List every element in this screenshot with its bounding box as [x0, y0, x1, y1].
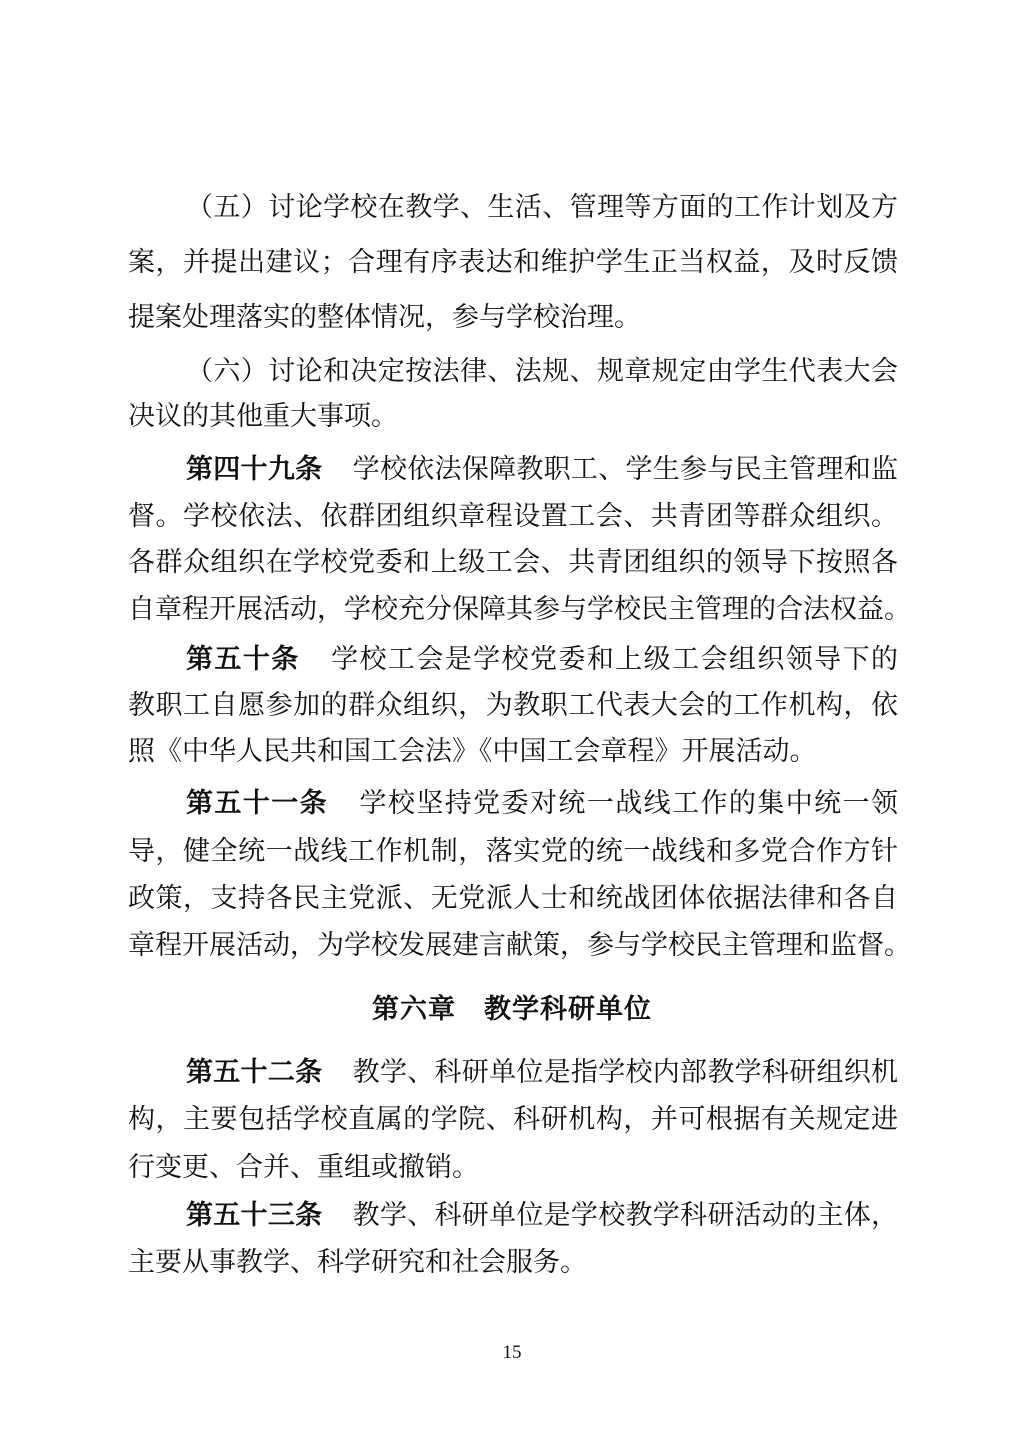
- paragraph-line: [128, 298, 898, 338]
- article-line: [186, 1053, 898, 1093]
- article-number: 第五十条: [186, 644, 300, 675]
- line-text: 导，健全统一战线工作机制，落实党的统一战线和多党合作方针: [128, 836, 898, 867]
- paragraph-line: [128, 1100, 898, 1140]
- line-text: 决议的其他重大事项。: [128, 401, 398, 432]
- paragraph-line: [128, 686, 898, 726]
- article-number: 第五十二条: [186, 1057, 323, 1088]
- paragraph-line: [128, 1148, 898, 1188]
- line-text: 章程开展活动，为学校发展建言献策，参与学校民主管理和监督。: [128, 930, 911, 961]
- line-text: （五）讨论学校在教学、生活、管理等方面的工作计划及方: [186, 192, 898, 223]
- line-text: 教学、科研单位是学校教学科研活动的主体，: [352, 1200, 899, 1231]
- paragraph-line: [128, 926, 911, 966]
- line-text: 行变更、合并、重组或撤销。: [128, 1152, 479, 1183]
- page-number: 15: [502, 1342, 522, 1363]
- paragraph-line: [128, 543, 898, 583]
- line-text: 各群众组织在学校党委和上级工会、共青团组织的领导下按照各: [128, 547, 898, 578]
- paragraph-line: [186, 188, 898, 228]
- line-text: 督。学校依法、依群团组织章程设置工会、共青团等群众组织。: [128, 501, 898, 532]
- line-text: 学校依法保障教职工、学生参与民主管理和监: [352, 454, 899, 485]
- line-text: 照《中华人民共和国工会法》《中国工会章程》开展活动。: [128, 736, 817, 767]
- paragraph-line: [128, 497, 898, 537]
- line-text: 主要从事教学、科学研究和社会服务。: [128, 1247, 587, 1278]
- paragraph-line: [128, 879, 898, 919]
- article-line: [186, 784, 898, 824]
- paragraph-line: [128, 732, 898, 772]
- chapter-title: 教学科研单位: [484, 994, 652, 1025]
- chapter-number: 第六章: [372, 994, 456, 1025]
- article-line: [186, 1196, 898, 1236]
- line-text: 教学、科研单位是指学校内部教学科研组织机: [352, 1057, 899, 1088]
- line-text: 政策，支持各民主党派、无党派人士和统战团体依据法律和各自: [128, 883, 898, 914]
- paragraph-line: [128, 832, 898, 872]
- line-text: 案，并提出建议；合理有序表达和维护学生正当权益，及时反馈: [128, 247, 898, 278]
- line-text: 提案处理落实的整体情况，参与学校治理。: [128, 302, 641, 333]
- article-line: [186, 640, 898, 680]
- paragraph-line: [128, 1243, 898, 1283]
- article-number: 第五十三条: [186, 1200, 323, 1231]
- article-number: 第四十九条: [186, 454, 323, 485]
- line-text: 学校坚持党委对统一战线工作的集中统一领: [358, 788, 899, 819]
- line-text: （六）讨论和决定按法律、法规、规章规定由学生代表大会: [186, 356, 898, 387]
- line-text: 教职工自愿参加的群众组织，为教职工代表大会的工作机构，依: [128, 690, 898, 721]
- article-number: 第五十一条: [186, 788, 329, 819]
- line-text: 构，主要包括学校直属的学院、科研机构，并可根据有关规定进: [128, 1104, 898, 1135]
- chapter-heading: [0, 988, 1024, 1032]
- paragraph-line: [128, 590, 911, 630]
- paragraph-line: [128, 243, 898, 283]
- paragraph-line: [186, 352, 898, 392]
- line-text: 自章程开展活动，学校充分保障其参与学校民主管理的合法权益。: [128, 594, 911, 625]
- article-line: [186, 450, 898, 490]
- paragraph-line: [128, 397, 898, 437]
- line-text: 学校工会是学校党委和上级工会组织领导下的: [329, 644, 899, 675]
